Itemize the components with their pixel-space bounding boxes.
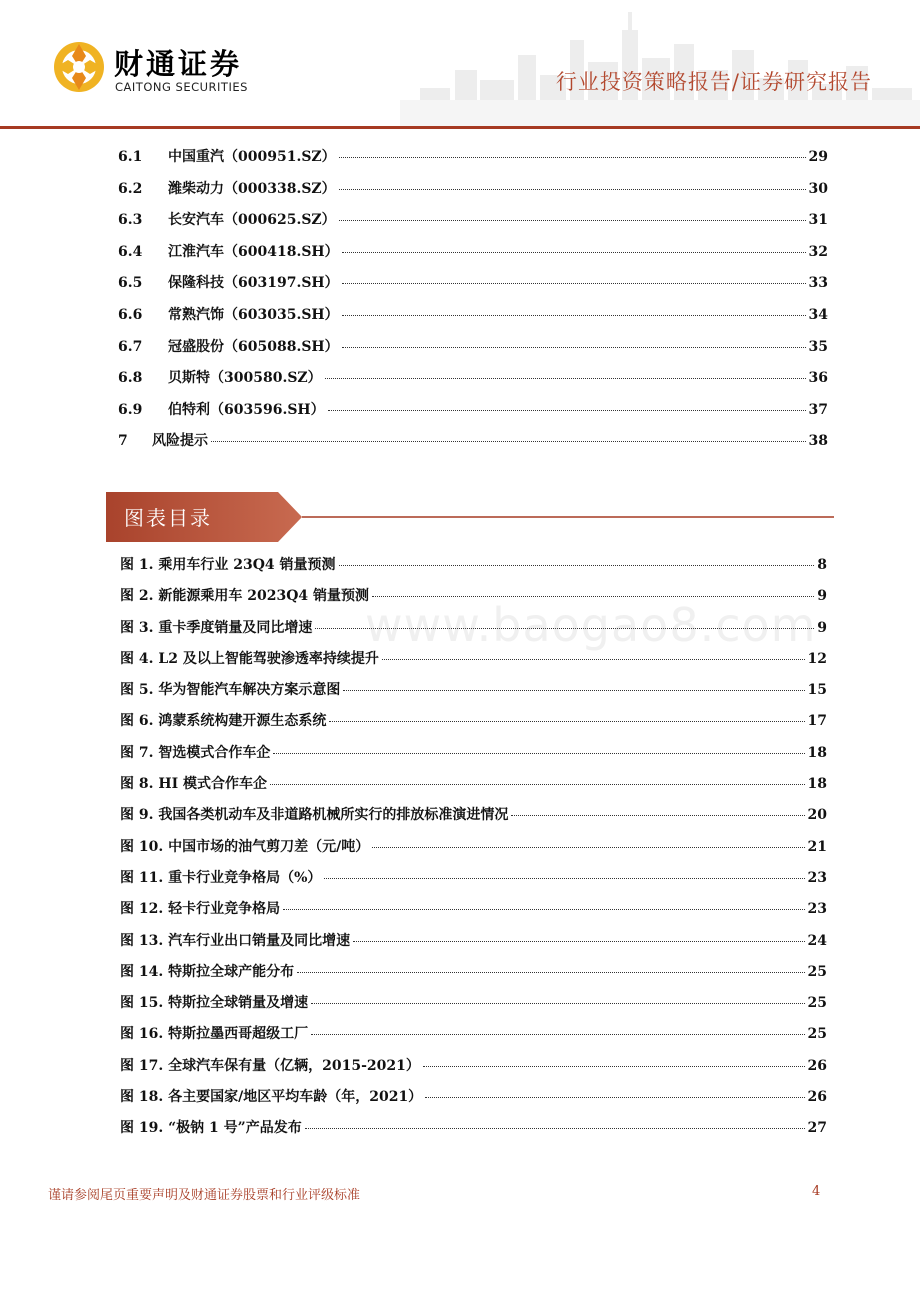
dot-leader — [342, 315, 806, 316]
figure-entry-page: 23 — [807, 901, 827, 918]
figure-entry-page: 27 — [807, 1120, 827, 1137]
figure-index-banner — [106, 492, 836, 542]
dot-leader — [328, 410, 806, 411]
toc-entry-number: 6.3 — [118, 212, 143, 229]
figure-entry-page: 15 — [807, 682, 827, 699]
dot-leader — [342, 252, 806, 253]
toc-entry[interactable] — [118, 209, 828, 241]
toc-entry-title: 伯特利（603596.SH） — [168, 401, 325, 418]
figure-entry[interactable] — [120, 773, 827, 804]
figure-entry-page: 20 — [807, 807, 827, 824]
figure-entry[interactable] — [120, 1023, 827, 1054]
toc-entry[interactable] — [118, 178, 828, 210]
dot-leader — [297, 972, 804, 973]
figure-entry-page: 9 — [817, 619, 827, 636]
toc-entry-title: 冠盛股份（605088.SH） — [168, 338, 339, 355]
figure-entry[interactable] — [120, 836, 827, 867]
figure-entry-title: 图 4. L2 及以上智能驾驶渗透率持续提升 — [120, 650, 379, 667]
toc-entry[interactable] — [118, 272, 828, 304]
toc-entry-title: 长安汽车（000625.SZ） — [168, 212, 336, 229]
dot-leader — [339, 565, 815, 566]
toc-entry[interactable] — [118, 336, 828, 368]
dot-leader — [283, 909, 804, 910]
figure-entry[interactable] — [120, 898, 827, 929]
page-header — [0, 0, 920, 132]
figure-entry-title: 图 8. HI 模式合作车企 — [120, 776, 268, 793]
figure-entry[interactable] — [120, 961, 827, 992]
dot-leader — [311, 1034, 804, 1035]
dot-leader — [211, 441, 806, 442]
figure-entry-title: 图 7. 智选模式合作车企 — [120, 744, 271, 761]
figure-entry[interactable] — [120, 1117, 827, 1148]
figure-entry-title: 图 3. 重卡季度销量及同比增速 — [120, 619, 313, 636]
figure-entry-page: 21 — [807, 838, 827, 855]
toc-entry-number: 6.4 — [118, 243, 143, 260]
figure-entry-page: 23 — [807, 869, 827, 886]
toc-entry[interactable] — [118, 367, 828, 399]
toc-entry-number: 6.5 — [118, 275, 143, 292]
figure-entry-title: 图 2. 新能源乘用车 2023Q4 销量预测 — [120, 588, 370, 605]
figure-entry-page: 24 — [807, 932, 827, 949]
toc-entry[interactable] — [118, 241, 828, 273]
figure-entry-page: 8 — [817, 557, 827, 573]
dot-leader — [270, 784, 805, 785]
figure-entry[interactable] — [120, 804, 827, 835]
figure-entry-page: 26 — [807, 1089, 827, 1106]
figure-entry-title: 图 11. 重卡行业竞争格局（%） — [120, 869, 322, 886]
figure-entry-title: 图 13. 汽车行业出口销量及同比增速 — [120, 932, 351, 949]
toc-entry-title: 风险提示 — [152, 433, 208, 450]
watermark-text: www.baogao8.com — [365, 598, 817, 652]
caitong-logo-icon — [52, 40, 106, 94]
toc-entry-number: 6.7 — [118, 338, 143, 355]
toc-entry[interactable] — [118, 304, 828, 336]
dot-leader — [343, 690, 804, 691]
toc-entry-page: 29 — [808, 149, 828, 165]
dot-leader — [305, 1128, 805, 1129]
brand-name-cn: 财通证券 — [114, 47, 243, 81]
table-of-contents — [118, 146, 828, 462]
dot-leader — [329, 721, 804, 722]
toc-entry[interactable] — [118, 146, 828, 178]
figure-entry-title: 图 10. 中国市场的油气剪刀差（元/吨） — [120, 838, 370, 855]
figure-entry-page: 25 — [807, 963, 827, 980]
figure-entry-title: 图 5. 华为智能汽车解决方案示意图 — [120, 682, 341, 699]
report-type-label: 行业投资策略报告/证券研究报告 — [555, 70, 872, 94]
footer-disclaimer: 谨请参阅尾页重要声明及财通证券股票和行业评级标准 — [48, 1188, 361, 1203]
figure-entry[interactable] — [120, 679, 827, 710]
toc-entry-number: 6.8 — [118, 370, 143, 387]
figure-entry[interactable] — [120, 710, 827, 741]
dot-leader — [372, 847, 804, 848]
figure-entry-title: 图 6. 鸿蒙系统构建开源生态系统 — [120, 713, 327, 730]
toc-entry-page: 34 — [808, 306, 828, 323]
city-skyline-graphic — [400, 0, 920, 128]
figure-entry-title: 图 12. 轻卡行业竞争格局 — [120, 901, 281, 918]
dot-leader — [353, 941, 804, 942]
toc-entry-number: 6.1 — [118, 149, 143, 165]
banner-shape — [106, 492, 836, 542]
toc-entry-title: 保隆科技（603197.SH） — [168, 275, 339, 292]
figure-entry[interactable] — [120, 930, 827, 961]
figure-entry[interactable] — [120, 992, 827, 1023]
dot-leader — [339, 189, 806, 190]
figure-entry-page: 18 — [807, 776, 827, 793]
toc-entry-number: 6.2 — [118, 180, 143, 197]
toc-entry-page: 37 — [808, 401, 828, 418]
toc-entry-title: 潍柴动力（000338.SZ） — [168, 180, 336, 197]
toc-entry-page: 36 — [808, 370, 828, 387]
figure-entry[interactable] — [120, 648, 827, 679]
figure-entry[interactable] — [120, 867, 827, 898]
dot-leader — [423, 1066, 805, 1067]
figure-entry-page: 17 — [807, 713, 827, 730]
dot-leader — [311, 1003, 804, 1004]
toc-entry-title: 常熟汽饰（603035.SH） — [168, 306, 339, 323]
figure-entry-title: 图 1. 乘用车行业 23Q4 销量预测 — [120, 557, 336, 573]
dot-leader — [425, 1097, 804, 1098]
figure-entry-title: 图 17. 全球汽车保有量（亿辆，2015-2021） — [120, 1057, 420, 1074]
toc-entry[interactable] — [118, 430, 828, 462]
figure-entry[interactable] — [120, 1086, 827, 1117]
toc-entry-title: 贝斯特（300580.SZ） — [168, 370, 322, 387]
header-divider — [0, 126, 920, 129]
dot-leader — [511, 815, 804, 816]
dot-leader — [339, 220, 806, 221]
brand-name-en: CAITONG SECURITIES — [115, 80, 248, 94]
toc-entry[interactable] — [118, 399, 828, 431]
dot-leader — [339, 157, 806, 158]
page-number: 4 — [812, 1184, 821, 1199]
toc-entry-number: 7 — [118, 433, 128, 450]
figure-entry-page: 26 — [807, 1057, 827, 1074]
figure-entry-title: 图 9. 我国各类机动车及非道路机械所实行的排放标准演进情况 — [120, 807, 509, 824]
figure-entry-page: 18 — [807, 744, 827, 761]
figure-entry-title: 图 16. 特斯拉墨西哥超级工厂 — [120, 1026, 309, 1043]
toc-entry-page: 30 — [808, 180, 828, 197]
toc-entry-number: 6.9 — [118, 401, 143, 418]
figure-entry-page: 9 — [817, 588, 827, 605]
toc-entry-page: 35 — [808, 338, 828, 355]
dot-leader — [273, 753, 804, 754]
dot-leader — [342, 283, 806, 284]
figure-entry-page: 25 — [807, 1026, 827, 1043]
toc-entry-number: 6.6 — [118, 306, 143, 323]
toc-entry-page: 31 — [808, 212, 828, 229]
dot-leader — [342, 347, 806, 348]
dot-leader — [324, 878, 804, 879]
figure-entry[interactable] — [120, 1055, 827, 1086]
figure-entry-title: 图 15. 特斯拉全球销量及增速 — [120, 995, 309, 1012]
figure-entry-title: 图 14. 特斯拉全球产能分布 — [120, 963, 295, 980]
figure-entry-title: 图 18. 各主要国家/地区平均车龄（年，2021） — [120, 1089, 423, 1106]
figure-entry-page: 25 — [807, 995, 827, 1012]
figure-index-title: 图表目录 — [124, 506, 212, 530]
toc-entry-title: 江淮汽车（600418.SH） — [168, 243, 339, 260]
dot-leader — [382, 659, 805, 660]
toc-entry-title: 中国重汽（000951.SZ） — [168, 149, 336, 165]
toc-entry-page: 32 — [808, 243, 828, 260]
figure-entry-page: 12 — [807, 650, 827, 667]
toc-entry-page: 33 — [808, 275, 828, 292]
dot-leader — [325, 378, 806, 379]
figure-entry[interactable] — [120, 554, 827, 585]
toc-entry-page: 38 — [808, 433, 828, 450]
figure-entry[interactable] — [120, 742, 827, 773]
figure-entry-title: 图 19. “极钠 1 号”产品发布 — [120, 1120, 302, 1137]
